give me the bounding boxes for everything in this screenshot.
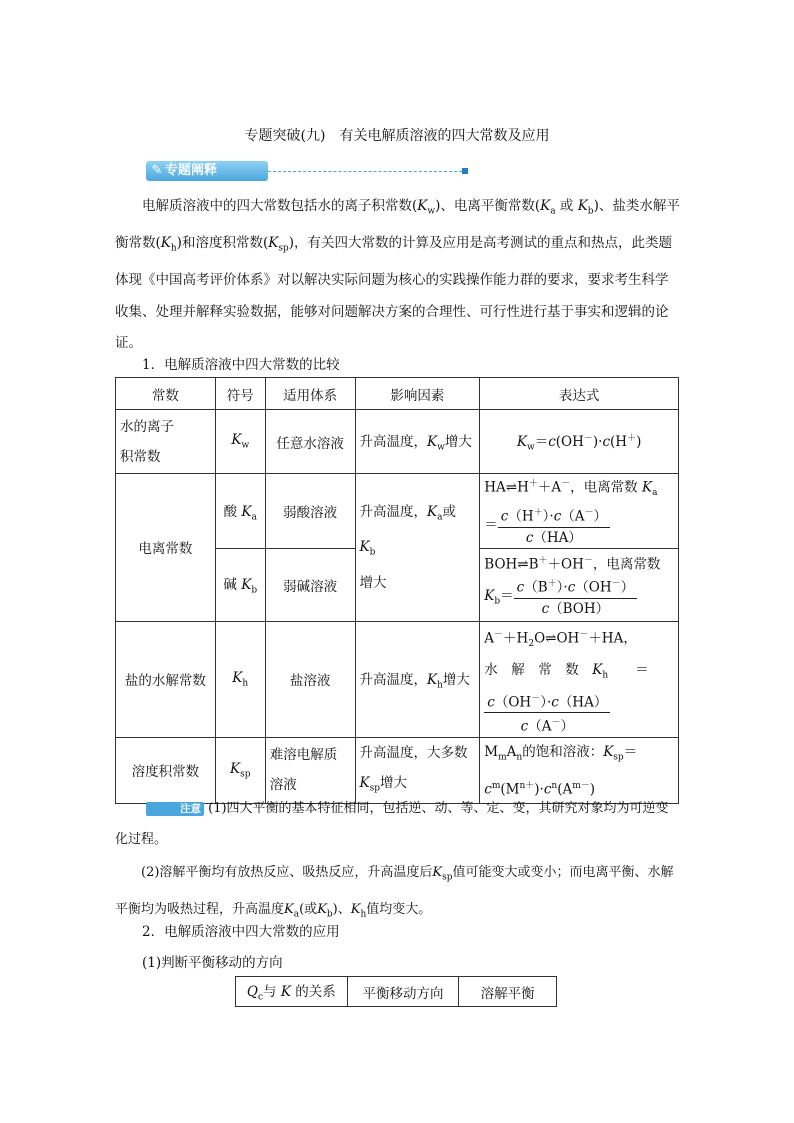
cell-name: 水的离子 积常数 [116,410,216,474]
cell-expression: $A^-+H_2O\rightleftharpoons OH^-+HA$， 水 解 常 数 $K_h$ ＝ $\frac{c(OH^-)\cdot c(HA)}{c(A^-)}$ [480,621,679,737]
note-item-1: (1)四大平衡的基本特征相同，包括逆、动、等、定、变，其研究对象均为可逆变化过程。 [115,801,669,847]
cell-system: 弱碱溶液 [265,548,355,621]
constants-table [115,377,679,804]
cell-symbol: $K_{sp}$ [215,737,265,804]
cell-factor: 升高温度，大多数 $K_{sp}$增大 [355,737,480,804]
header-cell: 适用体系 [265,378,355,410]
cell-symbol: 碱 $K_b$ [215,548,265,621]
pen-icon: ✎ [151,163,163,178]
table-row [116,410,679,474]
header-cell: 影响因素 [355,378,480,410]
section-banner [146,161,472,183]
cell-expression: BOH⇌B＋＋OH－，电离常数 $K_b=$ $\frac{c(B^+)\cdot c(OH^-)}{\text{c（BOH）}}$ [480,548,679,621]
cell-symbol: $K_w$ [215,410,265,474]
note-badge: 注意 [146,802,204,816]
header-cell: 常数 [116,378,216,410]
subsection-1-heading: (1)判断平衡移动的方向 [142,955,283,971]
cell-system: 难溶电解质溶液 [265,737,355,804]
cell-expression: $K_w=c(OH^-)\cdot c(H^+)$ [480,410,679,474]
header-cell: $Q_c$与 K 的关系 [236,977,348,1007]
cell-system: 盐溶液 [265,621,355,737]
table-header-row [116,378,679,410]
header-cell: 表达式 [480,378,679,410]
note-item-2: (2)溶解平衡均有放热反应、吸热反应，升高温度后$K_{sp}$值可能变大或变小；而电离平衡、水解平衡均为吸热过程，升高温度$K_a$(或$K_b$)、$K_h$值均变大。 [115,865,674,920]
cell-factor: 升高温度，$K_a$或 $K_b$ 增大 [355,474,480,622]
cell-factor: 升高温度，$K_w$增大 [355,410,480,474]
cell-symbol: 酸 $K_a$ [215,474,265,549]
banner-dot [462,168,468,174]
cell-system: 弱酸溶液 [265,474,355,549]
section-1-heading: 1．电解质溶液中四大常数的比较 [142,357,340,373]
banner-label: 专题阐释 [165,163,218,178]
banner-label-box [146,161,268,181]
cell-name: 溶度积常数 [116,737,216,804]
table-row [116,621,679,737]
page-title: 专题突破(九) 有关电解质溶液的四大常数及应用 [244,128,550,144]
table-header-row [236,977,557,1007]
equilibrium-direction-table [235,976,557,1007]
cell-expression: HA⇌H＋＋A－，电离常数 $K_a$ ＝ $\frac{c(H^+)\cdot c(A^-)}{c(HA)}$ [480,474,679,549]
intro-paragraph: 电解质溶液中的四大常数包括水的离子积常数$(K_w)$、电离平衡常数($K_a$ 或 $K_b$)、盐类水解平衡常数$(K_h)$和溶度积常数$(K_{sp})$，有关四大常数的计算及应用是高考测试的重点和热点，此类题体现《中国高考评价体系》对以解决实际问题为核心的实践操作能力群的要求，要求考生科学收集、处理并解释实验数据，能够对问题解决方案的合理性、可行性进行基于事实和逻辑的论证。 [115,198,680,352]
cell-factor: 升高温度，$K_h$增大 [355,621,480,737]
note-block [115,793,680,930]
cell-expression: $M_mA_n$的饱和溶液：$K_{sp}=c^m(M^{n+})\cdot c^n(A^{m-})$ [480,737,679,804]
header-cell: 符号 [215,378,265,410]
cell-name: 盐的水解常数 [116,621,216,737]
section-2-heading: 2．电解质溶液中四大常数的应用 [142,924,340,940]
cell-name: 电离常数 [116,474,216,622]
cell-symbol: $K_h$ [215,621,265,737]
header-cell: 溶解平衡 [459,977,557,1007]
header-cell: 平衡移动方向 [347,977,459,1007]
cell-system: 任意水溶液 [265,410,355,474]
table-row [116,474,679,549]
banner-divider [268,171,462,172]
